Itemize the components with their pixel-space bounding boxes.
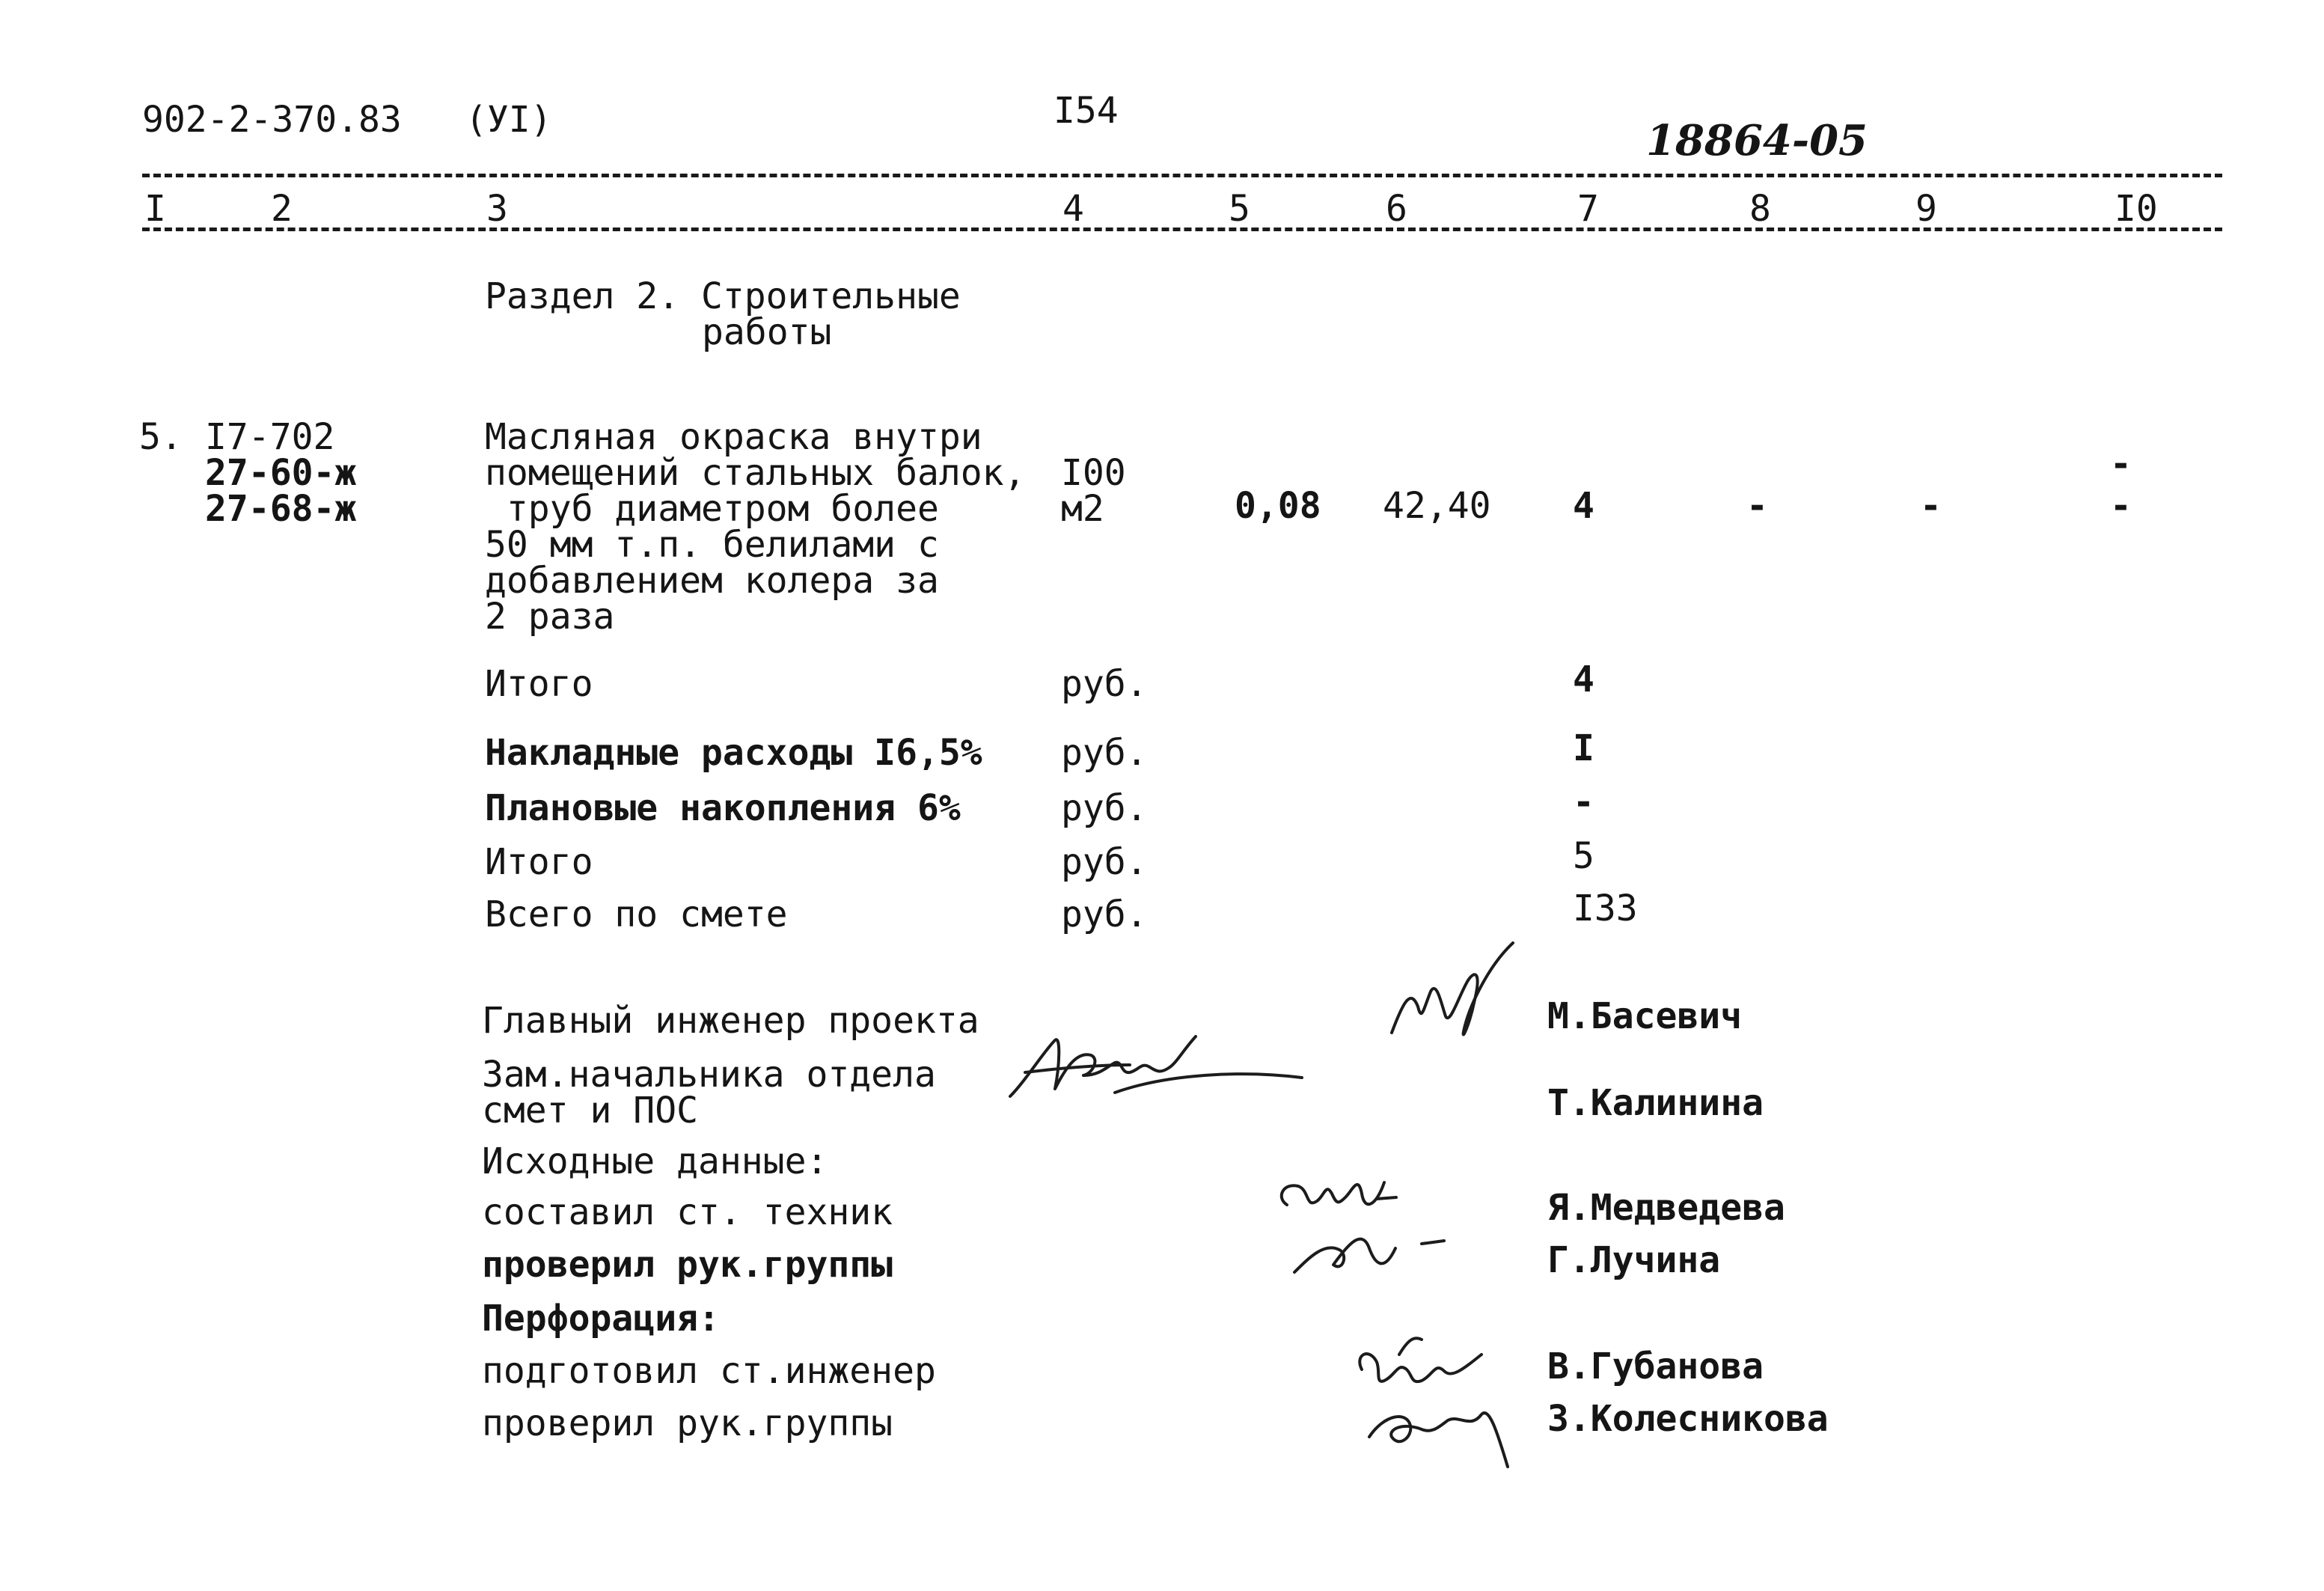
summary-value: I33 [1573, 888, 1638, 929]
item-quantity: 0,08 [1235, 485, 1321, 527]
item-col10: - [2110, 443, 2132, 485]
column-header-2: 2 [271, 188, 293, 230]
prepared-label: подготовил ст.инженер [482, 1350, 936, 1392]
summary-label: Всего по смете [485, 894, 788, 935]
column-header-9: 9 [1915, 188, 1937, 230]
section-title-line1: Раздел 2. Строительные [485, 275, 961, 317]
summary-value: I [1573, 727, 1594, 769]
item-description-line: 2 раза [485, 596, 615, 638]
signature-deputy [1003, 1022, 1324, 1111]
summary-label: Накладные расходы I6,5% [485, 732, 982, 774]
summary-unit: руб. [1061, 787, 1148, 829]
column-header-5: 5 [1229, 188, 1250, 230]
chief-engineer-name: М.Басевич [1547, 995, 1743, 1037]
item-unit: I00 [1061, 452, 1126, 494]
item-description-line: добавлением колера за [485, 560, 939, 602]
page-number: I54 [1054, 90, 1119, 132]
item-description-line: помещений стальных балок, [485, 452, 1026, 494]
summary-unit: руб. [1061, 663, 1148, 705]
handwritten-number: 18864-05 [1646, 116, 1868, 165]
item-col8: - [1746, 485, 1768, 527]
section-title-line2: работы [702, 311, 832, 353]
item-code: 27-68-ж [205, 488, 357, 530]
checked-label: проверил рук.группы [482, 1244, 893, 1286]
source-data-label: Исходные данные: [482, 1140, 828, 1182]
signature-compiled-checked [1265, 1160, 1489, 1295]
document-code: 902-2-370.83 [142, 99, 402, 141]
item-col9: - [1920, 485, 1942, 527]
item-unit: м2 [1061, 488, 1104, 530]
item-code: 27-60-ж [205, 452, 357, 494]
column-header-10: I0 [2114, 188, 2158, 230]
chief-engineer-label: Главный инженер проекта [482, 1000, 979, 1042]
checked2-label: проверил рук.группы [482, 1402, 893, 1444]
column-header-4: 4 [1062, 188, 1084, 230]
item-description-line: Масляная окраска внутри [485, 416, 982, 458]
compiled-label: составил ст. техник [482, 1191, 893, 1233]
volume-number: (УI) [465, 99, 552, 141]
item-price: 42,40 [1383, 485, 1491, 527]
summary-value: - [1573, 781, 1594, 823]
deputy-name: Т.Калинина [1547, 1082, 1764, 1124]
column-header-6: 6 [1386, 188, 1407, 230]
summary-unit: руб. [1061, 841, 1148, 883]
column-header-7: 7 [1577, 188, 1599, 230]
summary-label: Плановые накопления 6% [485, 787, 961, 829]
summary-unit: руб. [1061, 732, 1148, 774]
checked2-name: З.Колесникова [1547, 1398, 1829, 1440]
item-description-line: 50 мм т.п. белилами с [485, 524, 939, 566]
signature-prepared-checked [1339, 1325, 1534, 1474]
header-rule-bottom [142, 227, 2222, 231]
summary-unit: руб. [1061, 894, 1148, 935]
deputy-label: смет и ПОС [482, 1090, 698, 1132]
signature-chief-engineer [1377, 935, 1526, 1055]
summary-label: Итого [485, 663, 593, 705]
header-rule-top [142, 174, 2222, 177]
summary-label: Итого [485, 841, 593, 883]
deputy-label: Зам.начальника отдела [482, 1054, 936, 1096]
summary-value: 5 [1573, 835, 1594, 877]
item-description-line: труб диаметром более [485, 488, 939, 530]
compiled-name: Я.Медведева [1547, 1187, 1785, 1229]
summary-value: 4 [1573, 659, 1594, 700]
column-header-1: I [144, 188, 166, 230]
item-number: 5. [139, 416, 183, 458]
prepared-name: В.Губанова [1547, 1346, 1764, 1387]
checked-name: Г.Лучина [1547, 1239, 1721, 1281]
item-total: 4 [1573, 485, 1594, 527]
column-header-8: 8 [1749, 188, 1771, 230]
column-header-3: 3 [486, 188, 508, 230]
perforation-label: Перфорация: [482, 1298, 720, 1340]
item-col10: - [2110, 485, 2132, 527]
item-code: I7-702 [205, 416, 335, 458]
